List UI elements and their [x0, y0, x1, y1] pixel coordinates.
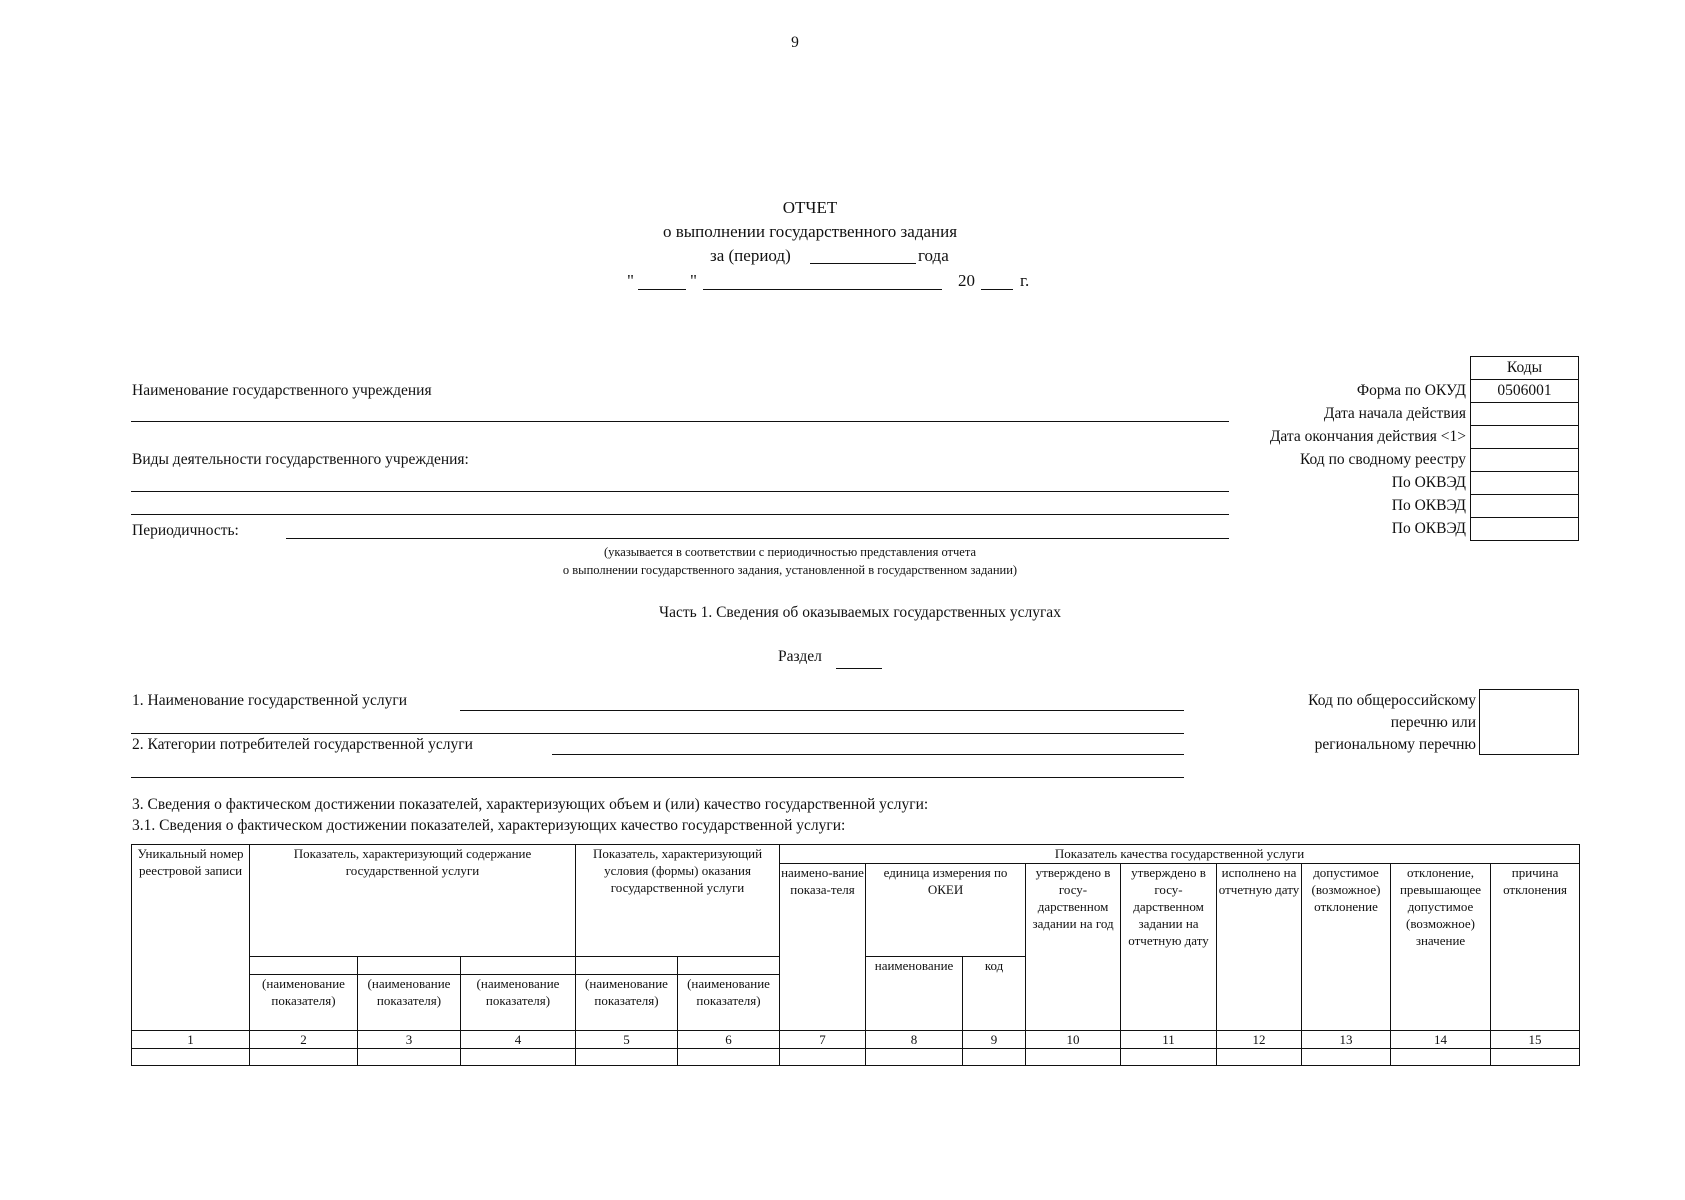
period-blank: [810, 263, 916, 264]
data-cell[interactable]: [780, 1049, 866, 1066]
service-name-line-2[interactable]: [131, 733, 1184, 734]
header-approved-year: утверждено в госу-дарственном задании на год: [1026, 864, 1121, 1031]
code-label-1: Код по общероссийскому: [1308, 692, 1476, 709]
header-conditions-indicator: Показатель, характеризующий условия (формы) оказания государственной услуги: [576, 845, 780, 957]
period-prefix: за (период): [710, 246, 791, 265]
part1-heading: Часть 1. Сведения об оказываемых государственных услугах: [659, 604, 1061, 621]
date-close-quote: ": [690, 271, 697, 290]
page-number: 9: [791, 34, 799, 51]
col-number: 4: [461, 1031, 576, 1049]
indicator-name-3: (наименование показателя): [358, 975, 461, 1031]
institution-name-label: Наименование государственного учреждения: [132, 382, 432, 399]
data-cell[interactable]: [1491, 1049, 1580, 1066]
data-cell[interactable]: [132, 1049, 250, 1066]
quality-indicators-table: [131, 844, 1580, 1066]
code-label-3: региональному перечню: [1314, 736, 1476, 753]
col-number: 5: [576, 1031, 678, 1049]
data-cell[interactable]: [866, 1049, 963, 1066]
header-unit-name: наименование: [866, 957, 963, 1031]
header-unique-number: Уникальный номер реестровой записи: [132, 845, 250, 1031]
col-number: 6: [678, 1031, 780, 1049]
data-cell[interactable]: [461, 1049, 576, 1066]
col-number: 10: [1026, 1031, 1121, 1049]
code-okved-3: [1471, 518, 1579, 541]
col-number: 15: [1491, 1031, 1580, 1049]
consumer-categories-label: 2. Категории потребителей государственной услуги: [132, 736, 473, 753]
report-title: ОТЧЕТ: [782, 198, 838, 217]
indicator-name-5: (наименование показателя): [576, 975, 678, 1031]
header-allowed-deviation: допустимое (возможное) отклонение: [1302, 864, 1391, 1031]
year-blank: [981, 289, 1013, 290]
header-approved-date: утверждено в госу-дарственном задании на отчетную дату: [1121, 864, 1217, 1031]
code-label-2: перечню или: [1390, 714, 1476, 731]
col-number: 8: [866, 1031, 963, 1049]
date-open-quote: ": [627, 271, 634, 290]
label-end-date: Дата окончания действия <1>: [1269, 428, 1466, 445]
col-number: 14: [1391, 1031, 1491, 1049]
col-number: 7: [780, 1031, 866, 1049]
indicator-name-6: (наименование показателя): [678, 975, 780, 1031]
report-subtitle: о выполнении государственного задания: [662, 222, 958, 241]
indicator-name-2: (наименование показателя): [250, 975, 358, 1031]
periodicity-note-1: (указывается в соответствии с периодичностью представления отчета: [603, 545, 977, 559]
label-okved-2: По ОКВЭД: [1391, 497, 1466, 514]
data-cell[interactable]: [1217, 1049, 1302, 1066]
conditions-subcol-6: [678, 957, 780, 975]
service-name-label: 1. Наименование государственной услуги: [132, 692, 408, 709]
year-prefix: 20: [958, 271, 975, 290]
data-cell[interactable]: [1302, 1049, 1391, 1066]
content-subcol-2: [250, 957, 358, 975]
institution-name-line[interactable]: [131, 421, 1229, 422]
service-code-box[interactable]: [1479, 689, 1579, 755]
col-number: 13: [1302, 1031, 1391, 1049]
codes-header: Коды: [1471, 357, 1579, 380]
item31-text: 3.1. Сведения о фактическом достижении показателей, характеризующих качество государственной услуги:: [132, 817, 846, 834]
codes-table: [1470, 356, 1579, 541]
header-content-indicator: Показатель, характеризующий содержание государственной услуги: [250, 845, 576, 957]
content-subcol-4: [461, 957, 576, 975]
col-number: 1: [132, 1031, 250, 1049]
okud-code: 0506001: [1471, 380, 1579, 403]
data-cell[interactable]: [250, 1049, 358, 1066]
col-number: 9: [963, 1031, 1026, 1049]
col-number: 2: [250, 1031, 358, 1049]
col-number: 11: [1121, 1031, 1217, 1049]
header-quality-indicator: Показатель качества государственной услуги: [780, 845, 1580, 864]
data-cell[interactable]: [963, 1049, 1026, 1066]
data-cell[interactable]: [576, 1049, 678, 1066]
section-label: Раздел: [778, 648, 822, 665]
data-cell[interactable]: [1391, 1049, 1491, 1066]
label-okved-3: По ОКВЭД: [1391, 520, 1466, 537]
header-deviation-reason: причина отклонения: [1491, 864, 1580, 1031]
col-number: 12: [1217, 1031, 1302, 1049]
data-cell[interactable]: [1026, 1049, 1121, 1066]
data-cell[interactable]: [678, 1049, 780, 1066]
label-okved-1: По ОКВЭД: [1391, 474, 1466, 491]
col-number: 3: [358, 1031, 461, 1049]
code-okved-2: [1471, 495, 1579, 518]
consumer-categories-line[interactable]: [552, 754, 1184, 755]
header-indicator-name: наимено-вание показа-теля: [780, 864, 866, 1031]
service-name-line[interactable]: [460, 710, 1184, 711]
code-end-date: [1471, 426, 1579, 449]
period-suffix: года: [918, 246, 949, 265]
header-unit: единица измерения по ОКЕИ: [866, 864, 1026, 957]
activity-types-line-2[interactable]: [131, 514, 1229, 515]
data-cell[interactable]: [1121, 1049, 1217, 1066]
label-start-date: Дата начала действия: [1323, 405, 1466, 422]
day-blank: [638, 289, 686, 290]
year-suffix: г.: [1020, 271, 1030, 290]
code-okved-1: [1471, 472, 1579, 495]
code-registry: [1471, 449, 1579, 472]
header-exceeding-deviation: отклонение, превышающее допустимое (возможное) значение: [1391, 864, 1491, 1031]
indicator-name-4: (наименование показателя): [461, 975, 576, 1031]
activity-types-line-1[interactable]: [131, 491, 1229, 492]
activity-types-label: Виды деятельности государственного учреждения:: [132, 451, 469, 468]
periodicity-note-2: о выполнении государственного задания, установленной в государственном задании): [562, 563, 1018, 577]
conditions-subcol-5: [576, 957, 678, 975]
code-start-date: [1471, 403, 1579, 426]
section-blank[interactable]: [836, 668, 882, 669]
label-okud: Форма по ОКУД: [1356, 382, 1466, 399]
item3-text: 3. Сведения о фактическом достижении показателей, характеризующих объем и (или) качество государственной услуги:: [132, 796, 929, 813]
header-unit-code: код: [963, 957, 1026, 1031]
periodicity-line[interactable]: [286, 538, 1229, 539]
month-blank: [703, 289, 942, 290]
content-subcol-3: [358, 957, 461, 975]
label-registry: Код по сводному реестру: [1299, 451, 1466, 468]
periodicity-label: Периодичность:: [132, 522, 239, 539]
consumer-categories-line-2[interactable]: [131, 777, 1184, 778]
data-cell[interactable]: [358, 1049, 461, 1066]
header-executed: исполнено на отчетную дату: [1217, 864, 1302, 1031]
